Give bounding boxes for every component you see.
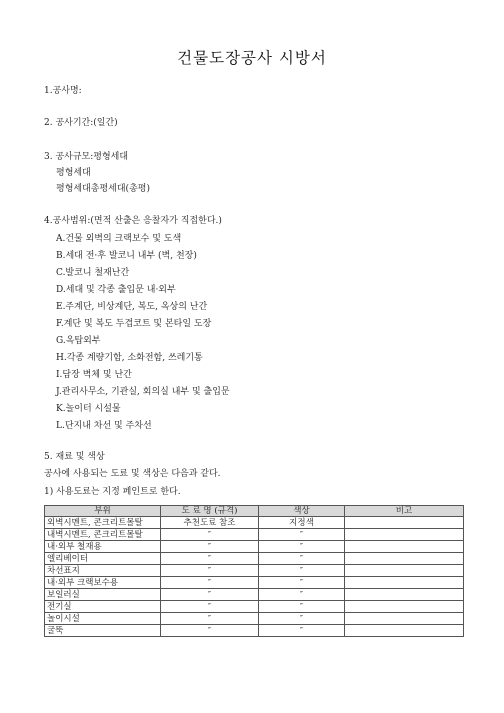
cell-location: 외벽시멘트, 콘크리트몰탈	[45, 517, 161, 529]
cell-location: 엘리베이터	[45, 553, 161, 565]
scope-item: J.관리사무소, 기관실, 회의실 내부 및 출입문	[56, 387, 230, 397]
cell-location: 전기실	[45, 601, 161, 613]
scope-item: I.담장 벽체 및 난간	[56, 370, 132, 380]
cell-color: ″	[259, 589, 345, 601]
section-5-line: 1) 사용도료는 지정 페인트로 한다.	[44, 487, 181, 497]
cell-color: ″	[259, 601, 345, 613]
section-3-line: 평형세대	[56, 168, 91, 178]
cell-location: 차선표지	[45, 565, 161, 577]
table-row	[45, 529, 464, 541]
cell-paint: 추천도료 참조	[161, 517, 259, 529]
header-color: 색상	[259, 506, 345, 517]
cell-location: 놀이시설	[45, 613, 161, 625]
scope-item: L.단지내 차선 및 주차선	[56, 421, 152, 431]
scope-item: A.건물 외벽의 크랙보수 및 도색	[56, 234, 182, 244]
table-row	[45, 517, 464, 529]
cell-remarks	[345, 553, 464, 565]
cell-paint: ″	[161, 553, 259, 565]
cell-color: ″	[259, 613, 345, 625]
cell-paint: ″	[161, 577, 259, 589]
cell-remarks	[345, 565, 464, 577]
section-1-project-name: 1.공사명:	[44, 86, 82, 96]
header-paint-name: 도 료 명 (규격)	[161, 506, 259, 517]
section-5-heading: 5. 재료 및 색상	[44, 452, 105, 462]
section-3-line: 평형세대총평세대(총평)	[56, 184, 150, 194]
cell-remarks	[345, 601, 464, 613]
cell-remarks	[345, 625, 464, 637]
cell-paint: ″	[161, 541, 259, 553]
table-header-row	[45, 506, 464, 517]
cell-location: 내·외부 철재용	[45, 541, 161, 553]
table-row	[45, 541, 464, 553]
cell-location: 내벽시멘트, 콘크리트몰탈	[45, 529, 161, 541]
table-row	[45, 601, 464, 613]
scope-item: E.주계단, 비상계단, 복도, 옥상의 난간	[56, 302, 208, 312]
cell-paint: ″	[161, 601, 259, 613]
section-2-construction-period: 2. 공사기간:(일간)	[44, 118, 118, 128]
cell-color: ″	[259, 541, 345, 553]
scope-item: H.각종 계량기함, 소화전함, 쓰레기통	[56, 353, 203, 363]
cell-color: ″	[259, 553, 345, 565]
scope-item: B.세대 전·후 발코니 내부 (벽, 천장)	[56, 251, 197, 261]
cell-paint: ″	[161, 613, 259, 625]
table-row	[45, 553, 464, 565]
cell-paint: ″	[161, 529, 259, 541]
section-4-heading: 4.공사범위:(면적 산출은 응찰자가 직접한다.)	[44, 216, 222, 226]
cell-color: 지정색	[259, 517, 345, 529]
header-location: 부위	[45, 506, 161, 517]
table-row	[45, 613, 464, 625]
cell-paint: ″	[161, 625, 259, 637]
scope-item: F.계단 및 복도 두겹코트 및 본타일 도장	[56, 319, 212, 329]
scope-item: G.옥탑외부	[56, 336, 101, 346]
cell-remarks	[345, 577, 464, 589]
scope-item: D.세대 및 각종 출입문 내·외부	[56, 285, 176, 295]
cell-remarks	[345, 613, 464, 625]
cell-remarks	[345, 589, 464, 601]
paint-spec-table	[44, 505, 464, 637]
cell-remarks	[345, 541, 464, 553]
section-5-line: 공사에 사용되는 도료 및 색상은 다음과 같다.	[44, 469, 221, 479]
table-row	[45, 589, 464, 601]
cell-color: ″	[259, 625, 345, 637]
section-3-heading: 3. 공사규모:평형세대	[44, 152, 129, 162]
cell-paint: ″	[161, 565, 259, 577]
cell-color: ″	[259, 577, 345, 589]
table-row	[45, 565, 464, 577]
page-title: 건물도장공사 시방서	[177, 49, 327, 67]
cell-color: ″	[259, 565, 345, 577]
cell-location: 굴뚝	[45, 625, 161, 637]
table-row	[45, 625, 464, 637]
cell-remarks	[345, 529, 464, 541]
scope-item: K.놀이터 시설물	[56, 404, 121, 414]
cell-color: ″	[259, 529, 345, 541]
table-row	[45, 577, 464, 589]
cell-location: 보일러실	[45, 589, 161, 601]
header-remarks: 비고	[345, 506, 464, 517]
cell-location: 내·외부 크랙보수용	[45, 577, 161, 589]
cell-paint: ″	[161, 589, 259, 601]
cell-remarks	[345, 517, 464, 529]
scope-item: C.발코니 철재난간	[56, 268, 130, 278]
